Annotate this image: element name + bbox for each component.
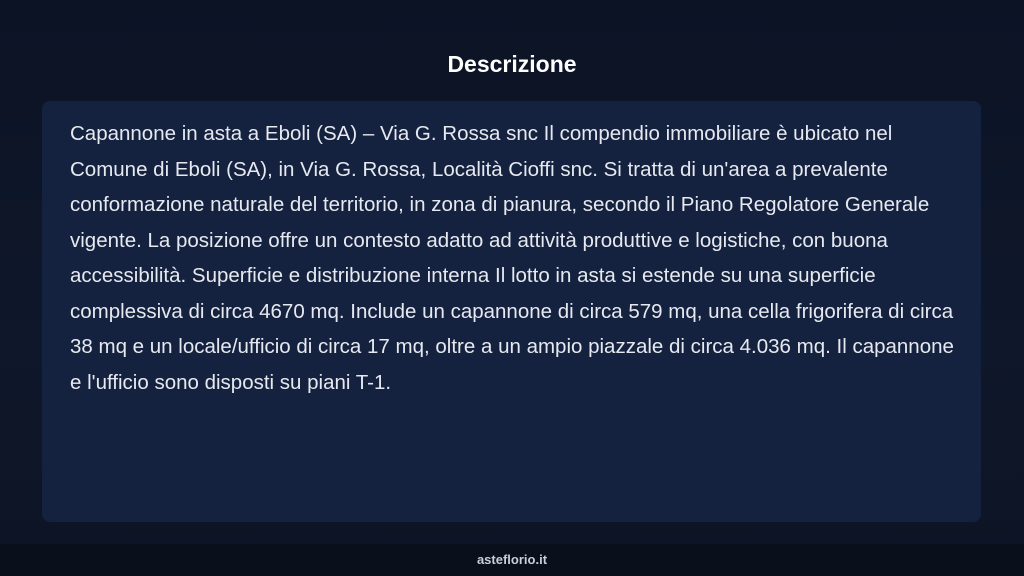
section-title: Descrizione <box>447 51 577 77</box>
footer-site-label: asteflorio.it <box>476 552 548 567</box>
description-card <box>42 101 981 522</box>
description-text: Capannone in asta a Eboli (SA) – Via G. Rossa snc Il compendio immobiliare è ubicato nel Comune di Eboli (SA), in Via G. Rossa, Località Cioffi snc. Si tratta di un'area a prevalente conformazione naturale del territorio, in zona di pianura, secondo il Piano Regolatore Generale vigente. La posizione offre un contesto adatto ad attività produttive e logistiche, con buona accessibilità. Superficie e distribuzione interna Il lotto in asta si estende su una superficie complessiva di circa 4670 mq. Include un capannone di circa 579 mq, una cella frigorifera di circa 38 mq e un locale/ufficio di circa 17 mq, oltre a un ampio piazzale di circa 4.036 mq. Il capannone e l'ufficio sono disposti su piani T-1. <box>70 122 954 394</box>
footer-bar <box>0 544 1024 576</box>
